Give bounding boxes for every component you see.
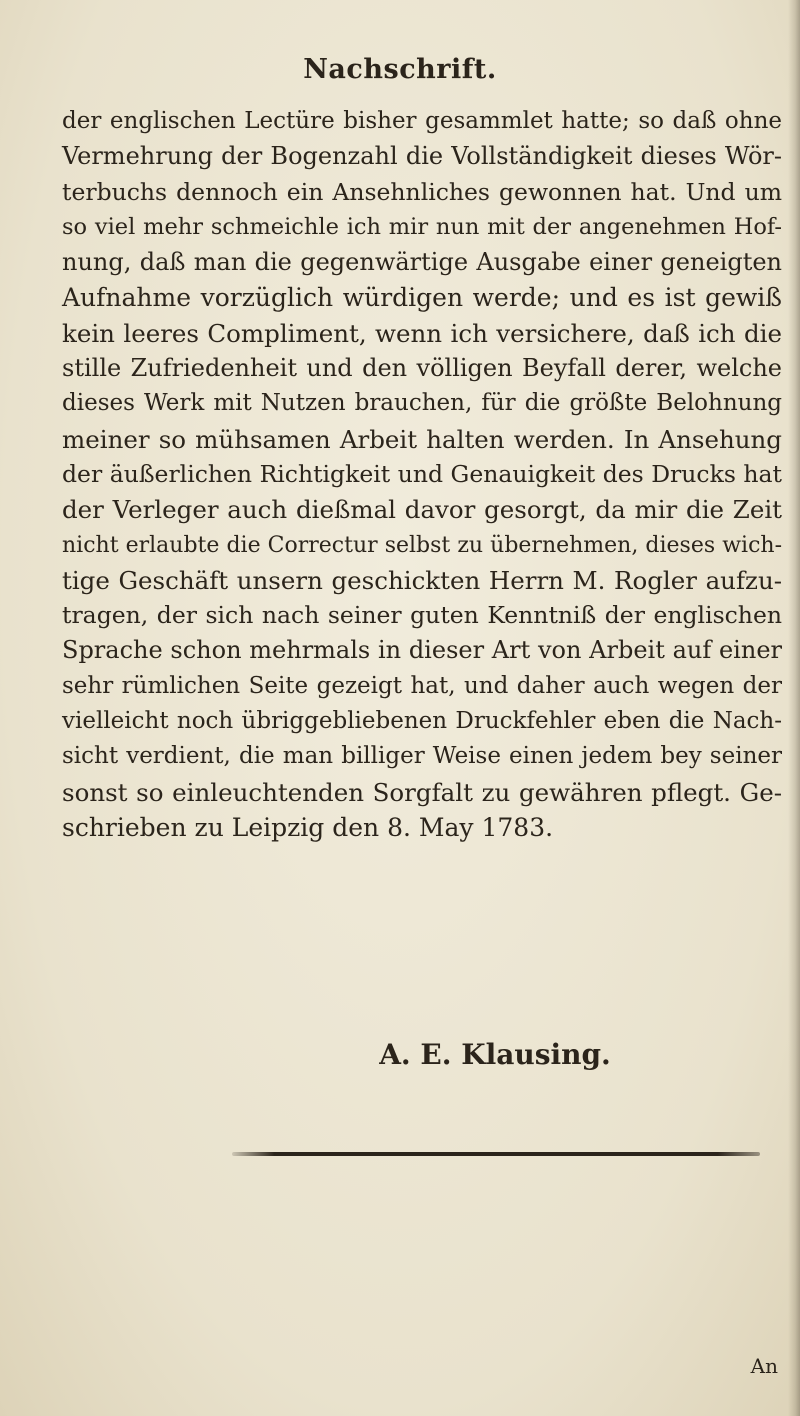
text-line: der äußerlichen Richtigkeit und Genauigkeit des Drucks hat (62, 459, 782, 488)
text-line: meiner so mühsamen Arbeit halten werden. In Ansehung (62, 424, 782, 454)
text-line: terbuchs dennoch ein Ansehnliches gewonnen hat. Und um (62, 177, 782, 206)
text-line: tragen, der sich nach seiner guten Kenntniß der englischen (62, 601, 782, 630)
text-line: der Verleger auch dießmal davor gesorgt, da mir die Zeit (62, 495, 782, 525)
page-edge-shadow (788, 0, 800, 1416)
author-signature: A. E. Klausing. (379, 1038, 611, 1071)
text-line: vielleicht noch übriggebliebenen Druckfehler eben die Nach- (62, 708, 782, 735)
text-line: tige Geschäft unsern geschickten Herrn M. Rogler aufzu- (62, 565, 782, 595)
text-line: sehr rümlichen Seite gezeigt hat, und daher auch wegen der (62, 672, 782, 699)
text-line: stille Zufriedenheit und den völligen Beyfall derer, welche (62, 354, 782, 383)
catchword: An (750, 1354, 778, 1378)
text-line: kein leeres Compliment, wenn ich versichere, daß ich die (62, 318, 782, 348)
text-line: Aufnahme vorzüglich würdigen werde; und es ist gewiß (62, 283, 782, 313)
text-line: so viel mehr schmeichle ich mir nun mit der angenehmen Hof- (62, 213, 782, 240)
horizontal-rule (232, 1152, 760, 1156)
text-line: Vermehrung der Bogenzahl die Vollständigkeit dieses Wör- (62, 142, 782, 171)
text-line: Sprache schon mehrmals in dieser Art von Arbeit auf einer (62, 636, 782, 665)
text-line: sonst so einleuchtenden Sorgfalt zu gewähren pflegt. Ge- (62, 777, 782, 807)
text-line: nicht erlaubte die Correctur selbst zu übernehmen, dieses wich- (62, 532, 782, 558)
text-line: der englischen Lectüre bisher gesammlet hatte; so daß ohne (62, 108, 782, 134)
text-line-last: schrieben zu Leipzig den 8. May 1783. (62, 812, 554, 842)
section-heading: Nachschrift. (303, 54, 497, 85)
text-line: sicht verdient, die man billiger Weise einen jedem bey seiner (62, 743, 782, 770)
text-line: nung, daß man die gegenwärtige Ausgabe einer geneigten (62, 248, 782, 277)
body-text (62, 104, 782, 845)
text-line: dieses Werk mit Nutzen brauchen, für die größte Belohnung (62, 390, 782, 417)
